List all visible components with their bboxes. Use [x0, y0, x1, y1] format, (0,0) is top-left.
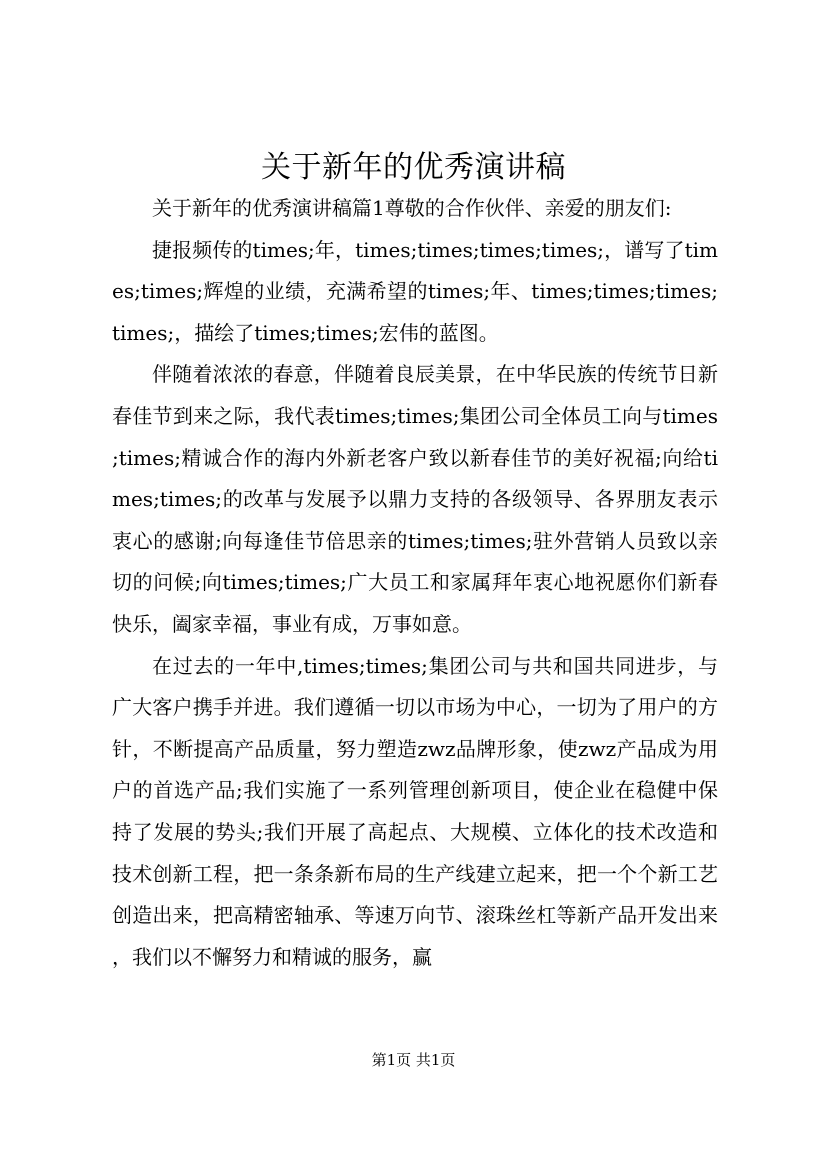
- paragraph-2: 捷报频传的times;年，times;times;times;times;，谱写了times;times;辉煌的业绩，充满希望的times;年、times;times;times;times;，描绘了times;times;宏伟的蓝图。: [112, 237, 718, 345]
- document-title: 关于新年的优秀演讲稿: [261, 150, 566, 185]
- paragraph-3: 伴随着浓浓的春意，伴随着良辰美景，在中华民族的传统节日新春佳节到来之际，我代表times;times;集团公司全体员工向与times;times;精诚合作的海内外新老客户致以新春佳节的美好祝福;向给times;times;的改革与发展予以鼎力支持的各级领导、各界朋友表示衷心的感谢;向每逢佳节倍思亲的times;times;驻外营销人员致以亲切的问候;向times;times;广大员工和家属拜年衷心地祝愿你们新春快乐，阖家幸福，事业有成，万事如意。: [112, 362, 718, 636]
- document-body: [112, 188, 718, 978]
- page-number-total: 共1页: [415, 1051, 456, 1069]
- paragraph-4: 在过去的一年中,times;times;集团公司与共和国共同进步，与广大客户携手并进。我们遵循一切以市场为中心，一切为了用户的方针，不断提高产品质量，努力塑造zwz品牌形象，使zwz产品成为用户的首选产品;我们实施了一系列管理创新项目，使企业在稳健中保持了发展的势头;我们开展了高起点、大规模、立体化的技术改造和技术创新工程，把一条条新布局的生产线建立起来，把一个个新工艺创造出来，把高精密轴承、等速万向节、滚珠丝杠等新产品开发出来，我们以不懈努力和精诚的服务，赢: [112, 653, 718, 969]
- paragraph-1: 关于新年的优秀演讲稿篇1尊敬的合作伙伴、亲爱的朋友们:: [152, 196, 672, 220]
- page-footer: [0, 1049, 827, 1071]
- page-number-current: 第1页: [371, 1051, 412, 1069]
